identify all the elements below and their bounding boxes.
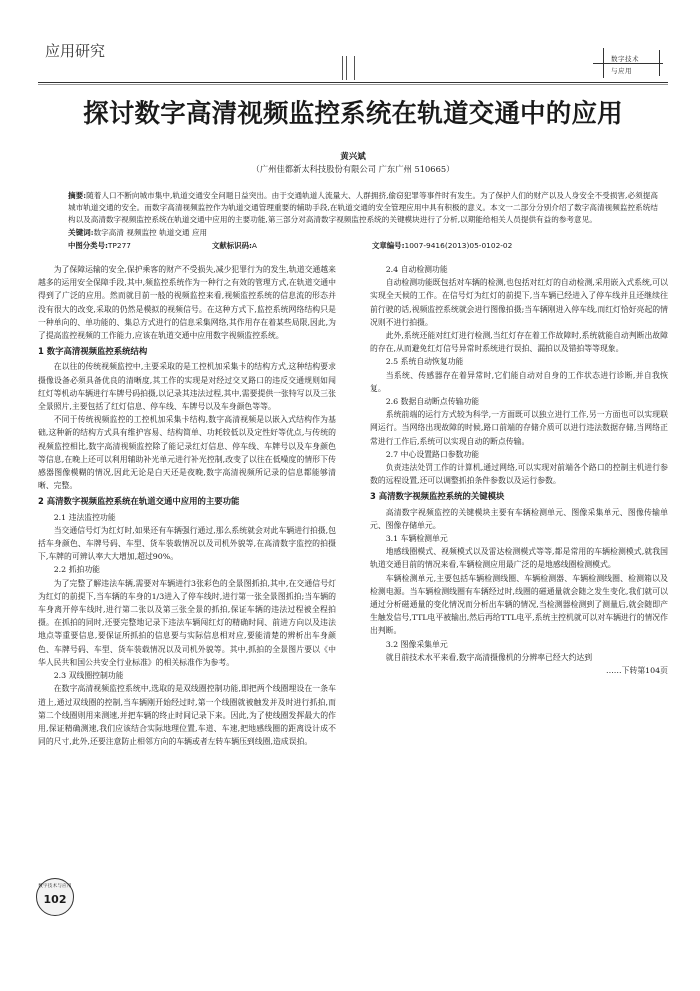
paragraph: 车辆检测单元,主要包括车辆检测线圈、车辆检测器、车辆检测线圈、检测箱以及检测电源。当车辆检测线圈有车辆经过时,线圈的磁通量就会随之发生变化,我们就可以通过分析磁通量的变化情况而分析出车辆的情况,当检测器检测到了测量后,就会随即产生触发信号,TTL电平被输出,然后再给TTL电平,系统主控机就可以对车辆进行的情况作出判断。 <box>370 573 668 636</box>
author-name: 黄兴斌 <box>340 152 366 162</box>
right-column <box>370 263 668 677</box>
subsection-heading: 2.5 系统自动恢复功能 <box>385 357 464 367</box>
paragraph: 不同于传统视频监控的工控机加采集卡结构,数字高清视频是以嵌入式结构作为基础,这种新的结构方式具有维护容易、结构简单、功耗较低以及定性好等优点,与传统的视频监控相比,数字高清视频监控除了能记录红灯信息、停车线、车牌号以及车身颜色等信息,在晚上还可以利用辅助补光单元进行补光控制,改变了以往在低噪度的情形下传感器图像模糊的情况,因此无论是白天还是夜晚,数字高清视频所记录的信息都能够清晰、完整。 <box>38 415 336 491</box>
page-number-badge <box>36 878 74 916</box>
subsection-heading: 2.4 自动检测功能 <box>385 265 448 274</box>
subsection-heading: 2.7 中心设置路口参数功能 <box>385 449 480 459</box>
header-divider <box>38 82 668 83</box>
subsection-heading: 2.1 违法监控功能 <box>53 512 116 522</box>
keywords-text: 数字高清 视频监控 轨道交通 应用 <box>93 228 208 237</box>
subsection-heading: 2.3 双线圈控制功能 <box>53 671 124 681</box>
paragraph: 在以往的传统视频监控中,主要采取的是工控机加采集卡的结构方式,这种结构要求摄像设备必须具备优良的清晰度,其工作的实现是对经过交叉路口的违反交通规则如闯红灯等机动车辆进行车牌号码拍摄,以记录其违法过程,其中,需要提供一张特写以及三张全景照片,主要包括了红灯信息、停车线、车牌号以及车身颜色等等。 <box>38 362 336 412</box>
section-heading: 2 高清数字视频监控系统在轨道交通中应用的主要功能 <box>38 496 240 507</box>
subsection-heading: 3.1 车辆检测单元 <box>385 534 448 544</box>
author-affiliation: （广州佳都新太科技股份有限公司 广东广州 510665） <box>251 164 455 174</box>
abstract-label: 摘要: <box>68 191 87 200</box>
paragraph: 就目前技术水平来看,数字高清摄像机的分辨率已经大约达到 <box>385 652 593 662</box>
logo-line-2: 与应用 <box>611 67 632 75</box>
paragraph: 此外,系统还能对红灯进行检测,当红灯存在着工作故障时,系统就能自动判断出故障的存在,从而避免红灯信号异常时系统进行误拍、漏拍以及错拍等等现象。 <box>370 331 668 354</box>
article-number: 文章编号:1007-9416(2013)05-0102-02 <box>372 241 513 250</box>
header-divider-thin <box>38 84 668 85</box>
paragraph: 当交通信号灯为红灯时,如果还有车辆强行通过,那么系统就会对此车辆进行拍摄,包括车身颜色、车牌号码、车型、货车装载情况以及司机外貌等,在高清数字监控的拍摄下,车牌的可辨认率大大增加,超过90%。 <box>38 525 336 562</box>
section-heading: 3 高清数字视频监控系统的关键模块 <box>370 491 505 502</box>
abstract <box>68 190 658 226</box>
keywords-label: 关键词: <box>68 228 94 237</box>
paragraph: 为了完整了解违法车辆,需要对车辆进行3张彩色的全景图抓拍,其中,在交通信号灯为红灯的前提下,当车辆的车身的1/3进入了停车线时,进行第一张全景图抓拍;当车辆的车身离开停车线时,进行第二张以及第三张全景的抓拍,保证车辆的违法过程被全程拍摄。在抓拍的同时,还要完整地记录下违法车辆闯红灯的精确时间、前进方向以及违法地点等重要信息,要保证所抓拍的信息要与实际信息相对应,要能清楚的辨析出车身颜色、车牌号码、车型、货车装载情况以及司机外貌等。其中,抓拍的全景图片要以《中华人民共和国公共安全行业标准》的相关标准作为参考。 <box>38 578 336 667</box>
continued-note: ……下转第104页 <box>605 666 668 676</box>
paragraph: 系统前端的运行方式较为科学,一方面既可以独立进行工作,另一方面也可以实现联网运行。当网络出现故障的时候,路口前端的存储介质可以进行违法数据存储,当网络正常进行工作后,系统可以实现自动的断点传输。 <box>370 410 668 446</box>
page-title: 探讨数字高清视频监控系统在轨道交通中的应用 <box>83 99 623 129</box>
header-ornament <box>340 56 360 80</box>
section-heading: 1 数字高清视频监控系统结构 <box>38 346 148 357</box>
paragraph: 负责违法处罚工作的计算机,通过网络,可以实现对前端各个路口的控制主机进行参数的远程设置,还可以调整抓拍条件参数以及运行参数。 <box>370 463 668 486</box>
section-label: 应用研究 <box>45 42 106 60</box>
subsection-heading: 2.2 抓拍功能 <box>53 565 101 575</box>
badge-text: 数字技术与应用 <box>38 884 72 889</box>
paragraph: 在数字高清视频监控系统中,选取的是双线圈控制功能,即把两个线圈埋设在一条车道上,通过双线圈的控制,当车辆刚开始经过时,第一个线圈就被触发并及时进行抓拍,而第二个线圈则用来测速,并把车辆的终止时间记录下来。因此,为了使线圈发挥最大的作用,保证精确测速,我们应该结合实际地理位置,车道、车速,把地感线圈的距离设计成不同的尺寸,此外,还要注意防止相邻方向的车辆或者左转车辆压到线圈,造成误拍。 <box>38 684 336 747</box>
page-number: 102 <box>43 893 67 906</box>
subsection-heading: 2.6 数据自动断点传输功能 <box>385 397 480 407</box>
document-code: 文献标识码:A <box>212 241 257 250</box>
left-column <box>38 263 336 748</box>
abstract-text: 随着人口不断向城市集中,轨道交通安全问题日益突出。由于交通轨道人流量大、人群拥挤,偷窃犯罪等事件时有发生。为了保护人们的财产以及人身安全不受损害,必须提高城市轨道交通的安全。而数字高清视频监控作为轨道交通管理重要的辅助手段,在轨道交通的安全管理应用中具有积极的意义。本文一二部分分别介绍了数字高清视频监控系统结构以及高清数字视频监控系统在轨道交通中应用的主要功能,第三部分对高清数字视频监控系统的关键模块进行了分析,以期能给相关人员提供有益的参考意见。 <box>68 191 658 224</box>
subsection-heading: 3.2 图像采集单元 <box>385 639 448 649</box>
keywords <box>68 227 658 238</box>
paragraph: 地感线圈模式、视频模式以及雷达检测模式等等,都是常用的车辆检测模式,就我国轨道交通目前的情况来看,车辆检测应用最广泛的是地感线圈检测模式。 <box>370 547 668 570</box>
clc-number: 中图分类号:TP277 <box>68 241 131 250</box>
journal-logo <box>583 46 665 80</box>
paragraph: 自动检测功能既包括对车辆的检测,也包括对红灯的自动检测,采用嵌入式系统,可以实现全天候的工作。在信号灯为红灯的前提下,当车辆已经进入了停车线并且还继续往前行驶的话,视频监控系统就会进行图像拍摄;当车辆刚进入停车线,而红灯恰好亮起的情况则不进行拍摄。 <box>370 278 668 327</box>
logo-line-1: 数字技术 <box>611 55 639 63</box>
paragraph: 为了保障运输的安全,保护乘客的财产不受损失,减少犯罪行为的发生,轨道交通越来越多的运用安全保障手段,其中,频监控系统作为一种行之有效的管理方式,在轨道交通中得到了广泛的应用。然而就目前一般的视频监控来看,视频监控系统的信息流的形态并没有很大的改变,采取的仍然是模拟的视频信号。在这种方式下,监控系统网络结构只是一种单向的、单功能的、集总方式进行的信息采集网络,其作用存在着某些局限,因此,为了提高监控视频的工作能力,应该在轨道交通中应用数字视频监控系统。 <box>38 265 336 341</box>
paragraph: 高清数字视频监控的关键模块主要有车辆检测单元、图像采集单元、图像传输单元、图像存储单元。 <box>370 507 668 530</box>
paragraph: 当系统、传感器存在着异常时,它们能自动对自身的工作状态进行诊断,并自我恢复。 <box>370 370 668 393</box>
